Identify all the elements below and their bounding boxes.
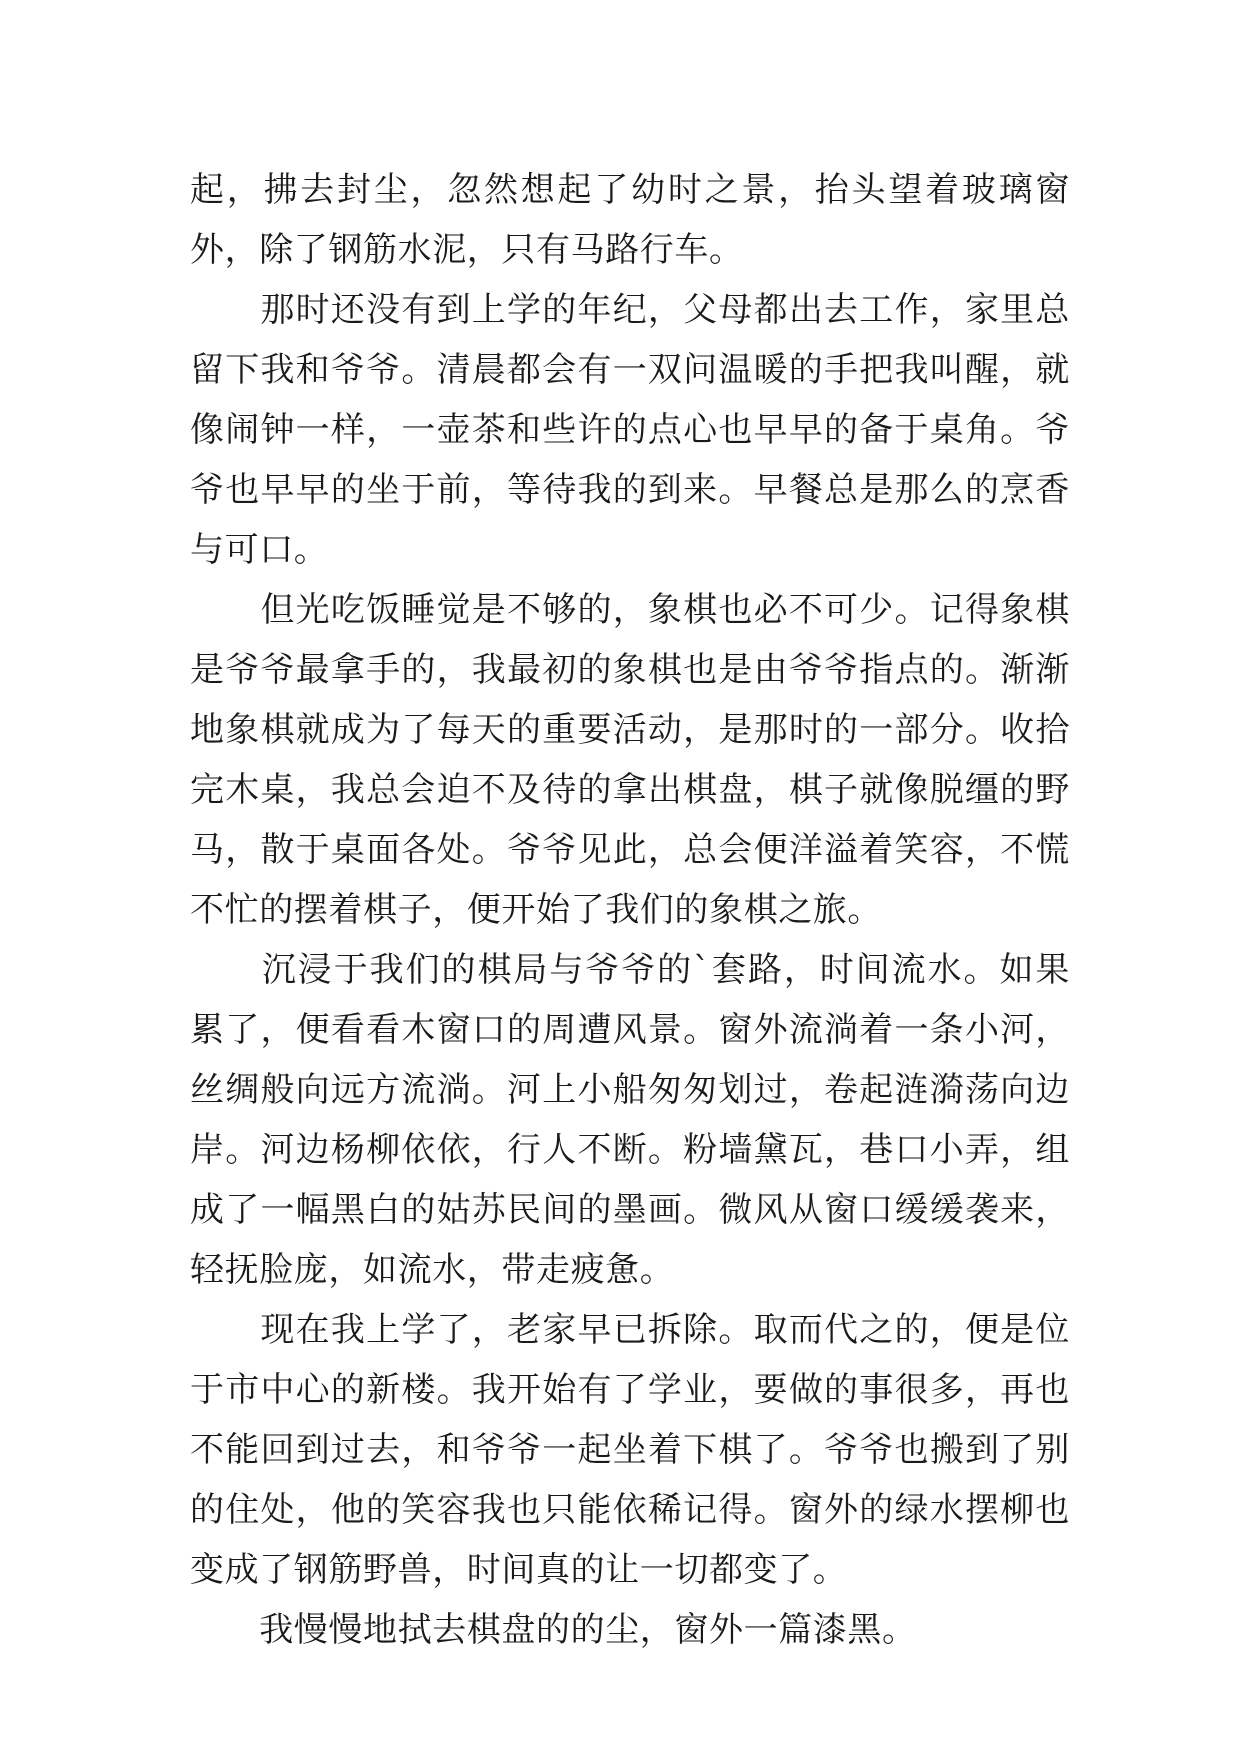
paragraph-5: 现在我上学了，老家早已拆除。取而代之的，便是位于市中心的新楼。我开始有了学业，要做的事很多，再也不能回到过去，和爷爷一起坐着下棋了。爷爷也搬到了别的住处，他的笑容我也只能依稀记得。窗外的绿水摆柳也变成了钢筋野兽，时间真的让一切都变了。 [190,1310,1070,1590]
paragraph-2: 那时还没有到上学的年纪，父母都出去工作，家里总留下我和爷爷。清晨都会有一双问温暖的手把我叫醒，就像闹钟一样，一壶茶和些许的点心也早早的备于桌角。爷爷也早早的坐于前，等待我的到来。早餐总是那么的烹香与可口。 [190,290,1070,570]
paragraph-3: 但光吃饭睡觉是不够的，象棋也必不可少。记得象棋是爷爷最拿手的，我最初的象棋也是由爷爷指点的。渐渐地象棋就成为了每天的重要活动，是那时的一部分。收拾完木桌，我总会迫不及待的拿出棋盘，棋子就像脱缰的野马，散于桌面各处。爷爷见此，总会便洋溢着笑容，不慌不忙的摆着棋子，便开始了我们的象棋之旅。 [190,590,1070,930]
paragraph-6: 我慢慢地拭去棋盘的的尘，窗外一篇漆黑。 [190,1610,917,1650]
paragraph-4: 沉浸于我们的棋局与爷爷的`套路，时间流水。如果累了，便看看木窗口的周遭风景。窗外流淌着一条小河，丝绸般向远方流淌。河上小船匆匆划过，卷起涟漪荡向边岸。河边杨柳依依，行人不断。粉墙黛瓦，巷口小弄，组成了一幅黑白的姑苏民间的墨画。微风从窗口缓缓袭来，轻抚脸庞，如流水，带走疲惫。 [190,950,1070,1290]
document-body [190,160,1070,1660]
paragraph-1: 起，拂去封尘，忽然想起了幼时之景，抬头望着玻璃窗外，除了钢筋水泥，只有马路行车。 [190,170,1070,270]
